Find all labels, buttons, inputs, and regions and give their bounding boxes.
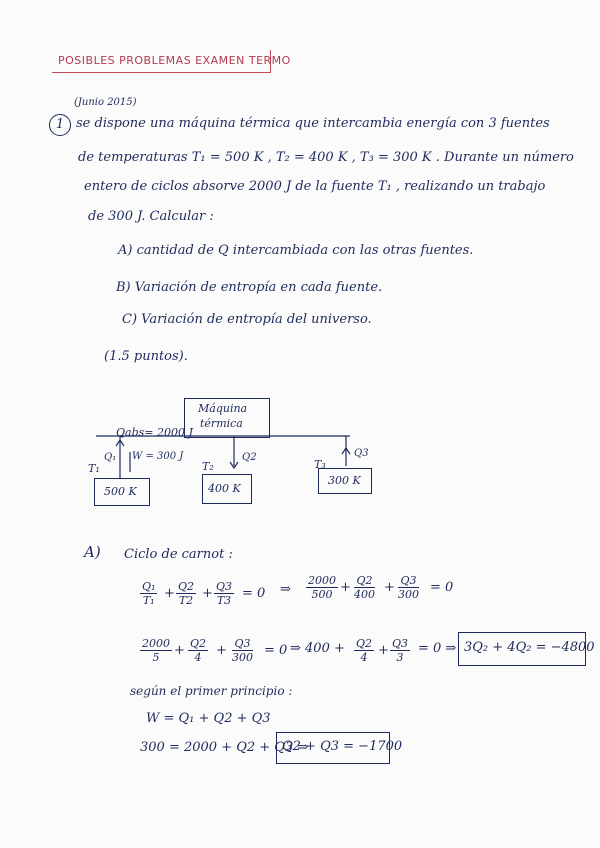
question-a: A) cantidad de Q intercambiada con las otras fuentes. bbox=[118, 243, 474, 258]
machine-label-2: térmica bbox=[200, 417, 243, 430]
w-label: W = 300 J bbox=[132, 451, 184, 462]
source-3-temp: 300 K bbox=[328, 474, 361, 487]
first-law-eq: W = Q₁ + Q2 + Q3 bbox=[146, 711, 271, 726]
eq1-subst-plus-1: + bbox=[340, 580, 351, 595]
eq1-subst-frac-3: $\frac{Q3}{300}$ bbox=[398, 574, 419, 601]
source-1-temp: 500 K bbox=[104, 485, 137, 498]
eq1-subst-frac-1: $\frac{2000}{500}$ bbox=[308, 574, 336, 601]
eq2-mid-frac-2: $\frac{Q3}{3}$ bbox=[392, 637, 409, 664]
eq1-plus-2: + bbox=[202, 586, 213, 601]
eq1-frac-2: $\frac{Q2}{T2}$ bbox=[178, 580, 195, 607]
eq2-mid: ⇒ 400 + bbox=[290, 641, 345, 656]
source-2-name: T₂ bbox=[202, 460, 214, 473]
problem-line-4: de 300 J. Calcular : bbox=[88, 209, 214, 224]
eq2-frac-2: $\frac{Q2}{4}$ bbox=[190, 637, 207, 664]
eq2-equals: = 0 bbox=[264, 643, 288, 658]
eq2-mid-equals: = 0 ⇒ bbox=[418, 641, 457, 656]
source-1-name: T₁ bbox=[88, 462, 100, 475]
eq2-frac-3: $\frac{Q3}{300}$ bbox=[232, 637, 253, 664]
source-2-temp: 400 K bbox=[208, 482, 241, 495]
qabs-label: Qabs= 2000 J bbox=[116, 426, 193, 439]
first-law-subst: 300 = 2000 + Q2 + Q3 ⇒ bbox=[140, 740, 309, 755]
eq1-frac-1: $\frac{\text{Q₁}}{\text{T₁}}$ bbox=[142, 580, 156, 607]
page-title: POSIBLES PROBLEMAS EXAMEN TERMO bbox=[58, 54, 291, 67]
eq1-equals: = 0 bbox=[242, 586, 266, 601]
eq2-frac-1: $\frac{2000}{5}$ bbox=[142, 637, 170, 664]
problem-number: 1 bbox=[49, 114, 71, 136]
eq2-mid-frac-1: $\frac{Q2}{4}$ bbox=[356, 637, 373, 664]
q2-label: Q2 bbox=[242, 452, 257, 463]
first-law-heading: según el primer principio : bbox=[130, 684, 293, 698]
question-b: B) Variación de entropía en cada fuente. bbox=[116, 280, 383, 295]
eq1-subst-plus-2: + bbox=[384, 580, 395, 595]
eq1-frac-3: $\frac{Q3}{T3}$ bbox=[216, 580, 233, 607]
machine-label-1: Máquina bbox=[198, 402, 248, 415]
first-law-result: Q2 + Q3 = −1700 bbox=[282, 739, 403, 754]
q3-label: Q3 bbox=[354, 448, 369, 459]
q1-label: Q₁ bbox=[104, 452, 117, 463]
eq2-mid-plus: + bbox=[378, 643, 389, 658]
problem-line-2: de temperaturas T₁ = 500 K , T₂ = 400 K , T₃ = 300 K . Durante un número bbox=[78, 150, 574, 165]
eq2-plus-2: + bbox=[216, 643, 227, 658]
eq2-result: 3Q₂ + 4Q₂ = −4800 bbox=[464, 640, 595, 655]
source-3-name: T₃ bbox=[314, 458, 326, 471]
eq1-arrow: ⇒ bbox=[280, 582, 291, 597]
eq2-plus-1: + bbox=[174, 643, 185, 658]
problem-line-1: se dispone una máquina térmica que intercambia energía con 3 fuentes bbox=[76, 116, 550, 131]
carnot-heading: Ciclo de carnot : bbox=[124, 547, 233, 562]
points: (1.5 puntos). bbox=[104, 349, 188, 364]
eq1-plus-1: + bbox=[164, 586, 175, 601]
eq1-subst-equals: = 0 bbox=[430, 580, 454, 595]
part-a-label: A) bbox=[84, 543, 101, 561]
eq1-subst-frac-2: $\frac{Q2}{400}$ bbox=[354, 574, 375, 601]
question-c: C) Variación de entropía del universo. bbox=[122, 312, 372, 327]
problem-line-3: entero de ciclos absorve 2000 J de la fuente T₁ , realizando un trabajo bbox=[84, 179, 546, 194]
problem-date: (Junio 2015) bbox=[74, 97, 137, 108]
